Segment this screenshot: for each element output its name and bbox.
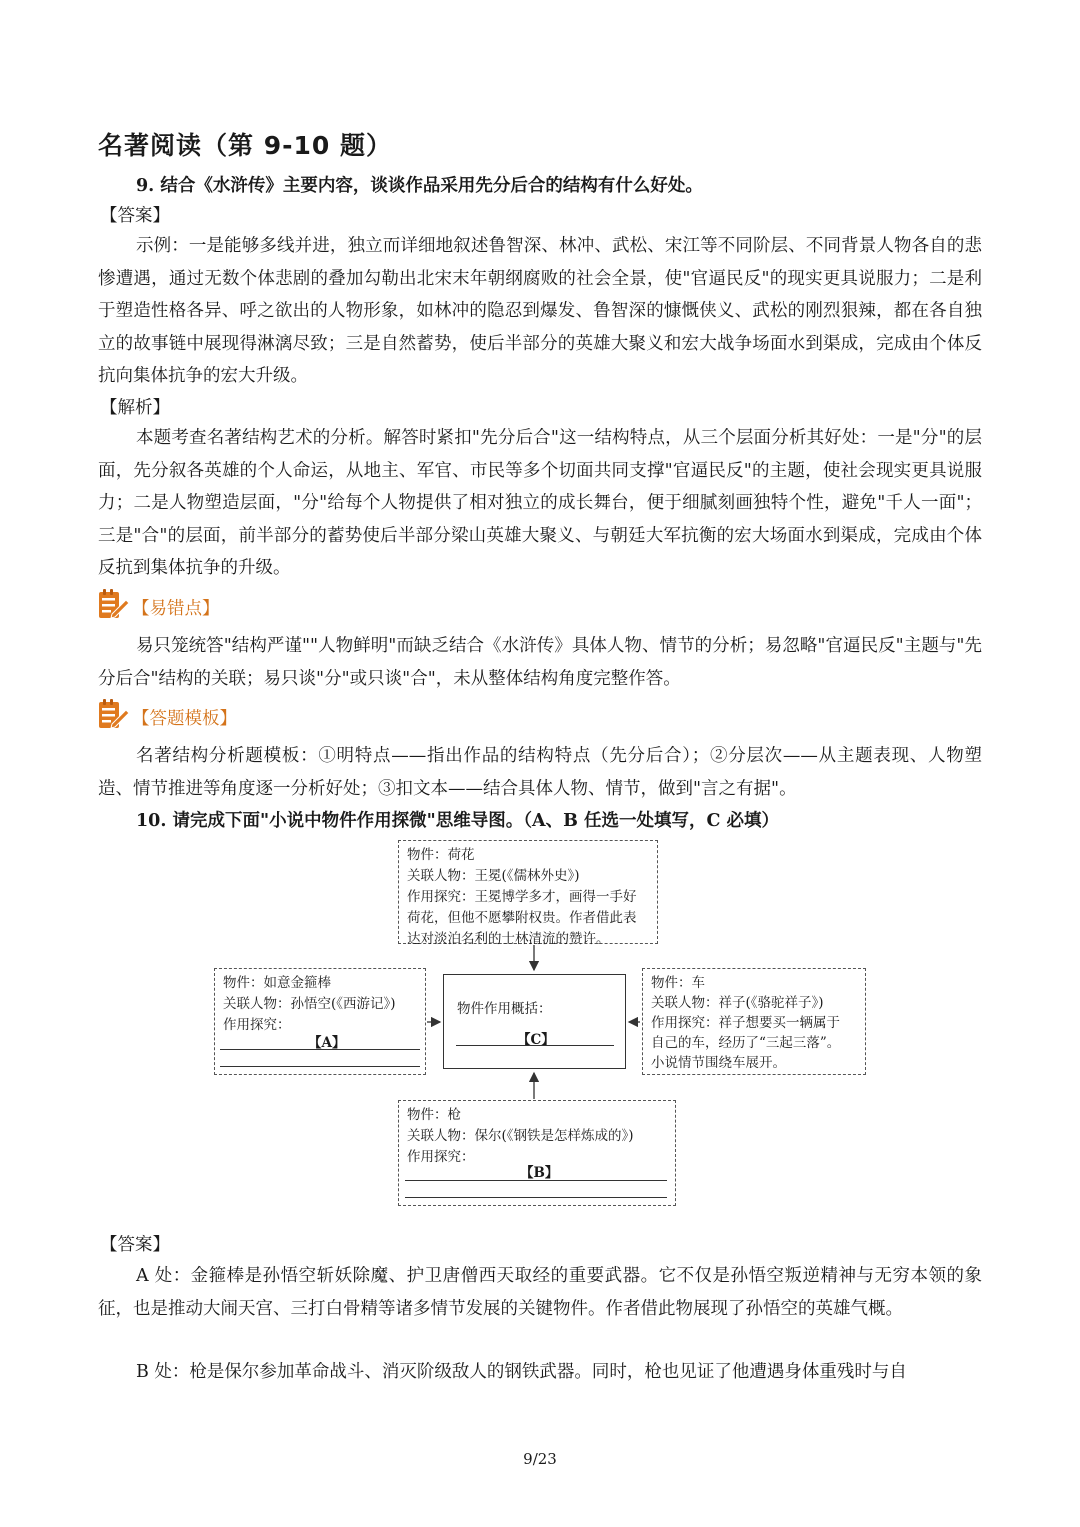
template-text: 名著结构分析题模板：①明特点——指出作品的结构特点（先分后合）；②分层次——从主题表现、人物塑造、情节推进等角度逐一分析好处；③扣文本——结合具体人物、情节，做到"言之有据"。 — [98, 746, 982, 799]
template-label: 【答题模板】 — [132, 709, 237, 729]
section-title: 名著阅读（第 9-10 题） — [98, 131, 392, 160]
node-right-line: 自己的车，经历了“三起三落”。 — [651, 1035, 841, 1051]
slot-c: 【C】 — [517, 1032, 555, 1048]
node-top-line: 物件：荷花 — [407, 847, 475, 863]
node-right-line: 小说情节围绕车展开。 — [651, 1055, 786, 1071]
analysis-label-9: 【解析】 — [100, 398, 170, 418]
node-left-line: 物件：如意金箍棒 — [223, 975, 331, 991]
node-top-line: 作用探究：王冕博学多才，画得一手好 — [407, 889, 637, 905]
node-left-line: 关联人物：孙悟空(《西游记》) — [223, 996, 396, 1012]
node-right-line: 关联人物：祥子(《骆驼祥子》) — [651, 995, 824, 1011]
node-top-line: 荷花，但他不愿攀附权贵。作者借此表 — [407, 910, 637, 926]
page-number: 9/23 — [523, 1450, 557, 1468]
question-10: 10. 请完成下面"小说中物件作用探微"思维导图。（A、B 任选一处填写，C 必填） — [136, 811, 780, 831]
node-bottom-line: 物件：枪 — [407, 1107, 461, 1123]
slot-b: 【B】 — [520, 1165, 559, 1181]
analysis-text-9: 本题考查名著结构艺术的分析。解答时紧扣"先分后合"这一结构特点，从三个层面分析其好处：一是"分"的层面，先分叙各英雄的个人命运，从地主、军官、市民等多个切面共同支撑"官逼民反"的主题，使社会现实更具说服力；二是人物塑造层面，"分"给每个人物提供了相对独立的成长舞台，便于细腻刻画独特个性，避免"千人一面"；三是"合"的层面，前半部分的蓄势使后半部分梁山英雄大聚义、与朝廷大军抗衡的宏大场面水到渠成，完成由个体反抗到集体抗争的升级。 — [98, 428, 982, 578]
answer-b-text: B 处：枪是保尔参加革命战斗、消灭阶级敌人的钢铁武器。同时，枪也见证了他遭遇身体重残时与自 — [136, 1362, 907, 1382]
error-point-text: 易只笼统答"结构严谨""人物鲜明"而缺乏结合《水浒传》具体人物、情节的分析；易忽略"官逼民反"主题与"先分后合"结构的关联；易只谈"分"或只谈"合"，未从整体结构角度完整作答。 — [98, 636, 982, 689]
node-top-line: 达对淡泊名利的士林清流的赞许。 — [407, 931, 610, 947]
answer-a-text: A 处：金箍棒是孙悟空斩妖除魔、护卫唐僧西天取经的重要武器。它不仅是孙悟空叛逆精神与无穷本领的象征，也是推动大闹天宫、三打白骨精等诸多情节发展的关键物件。作者借此物展现了孙悟空的英雄气概。 — [98, 1266, 982, 1319]
error-point-label: 【易错点】 — [132, 599, 220, 619]
node-left-line: 作用探究： — [223, 1017, 291, 1033]
node-bottom-line: 作用探究： — [407, 1149, 475, 1165]
answer-label-10: 【答案】 — [100, 1235, 170, 1255]
node-right-line: 作用探究：祥子想要买一辆属于 — [651, 1015, 840, 1031]
answer-label-9: 【答案】 — [100, 206, 170, 226]
answer-text-9: 示例：一是能够多线并进，独立而详细地叙述鲁智深、林冲、武松、宋江等不同阶层、不同背景人物各自的悲惨遭遇，通过无数个体悲剧的叠加勾勒出北宋末年朝纲腐败的社会全景，使"官逼民反"的现实更具说服力；二是利于塑造性格各异、呼之欲出的人物形象，如林冲的隐忍到爆发、鲁智深的慷慨侠义、武松的刚烈狠辣，都在各自独立的故事链中展现得淋漓尽致；三是自然蓄势，使后半部分的英雄大聚义和宏大战争场面水到渠成，完成由个体反抗向集体抗争的宏大升级。 — [98, 236, 982, 386]
node-right-line: 物件：车 — [651, 975, 705, 991]
node-top-line: 关联人物：王冕(《儒林外史》) — [407, 868, 580, 884]
slot-a: 【A】 — [308, 1035, 346, 1051]
node-bottom-line: 关联人物：保尔(《钢铁是怎样炼成的》) — [407, 1128, 634, 1144]
question-9: 9. 结合《水浒传》主要内容，谈谈作品采用先分后合的结构有什么好处。 — [136, 176, 703, 196]
center-label: 物件作用概括： — [457, 1001, 552, 1017]
